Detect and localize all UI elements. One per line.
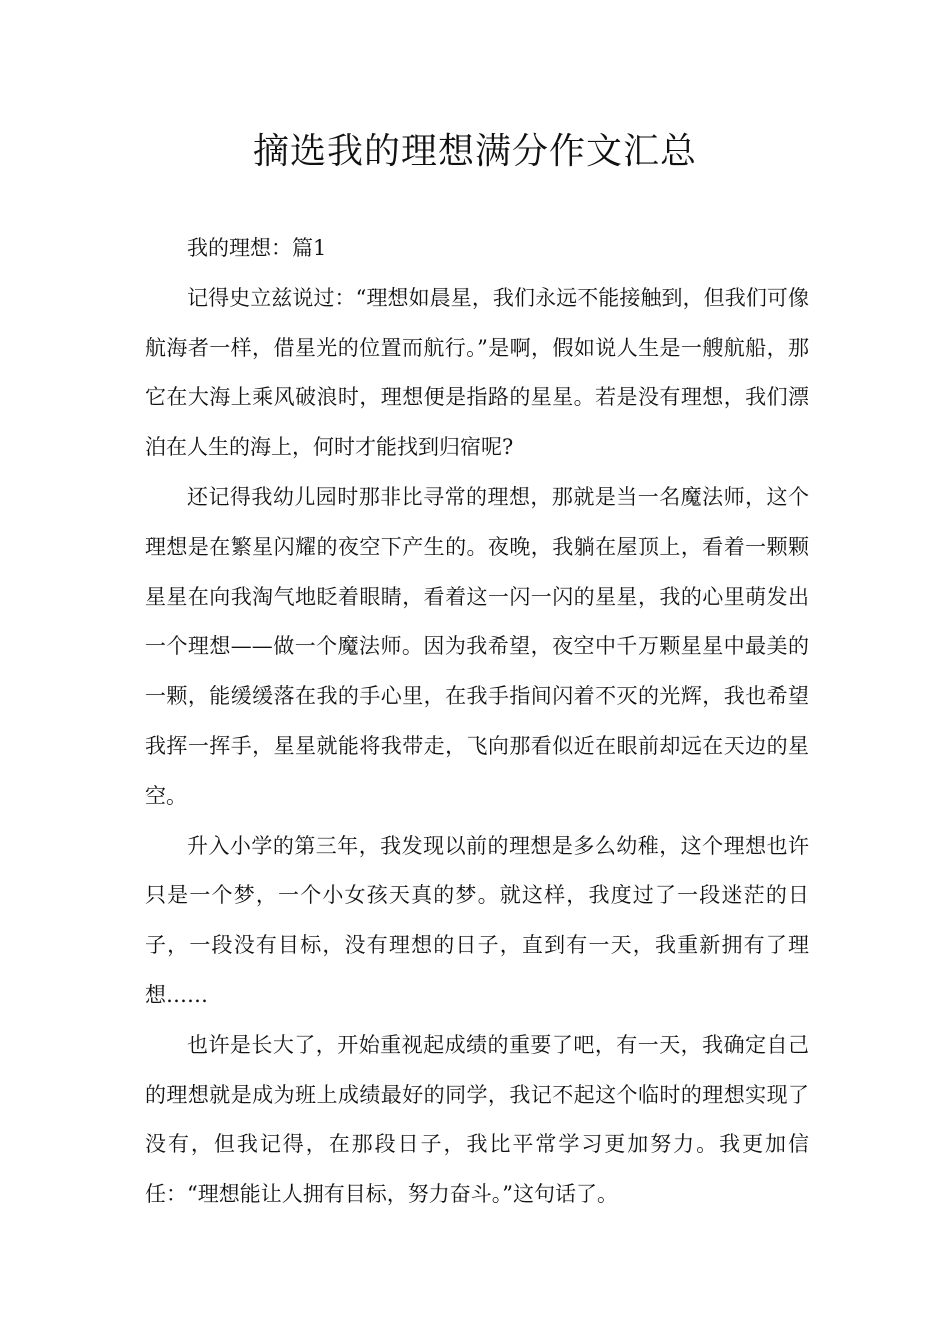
document-body — [145, 224, 809, 1220]
document-title: 摘选我的理想满分作文汇总 — [252, 131, 697, 172]
paragraph: 升入小学的第三年，我发现以前的理想是多么幼稚，这个理想也许只是一个梦，一个小女孩天真的梦。就这样，我度过了一段迷茫的日子，一段没有目标，没有理想的日子，直到有一天，我重新拥有了理想…… — [145, 833, 809, 1007]
paragraph: 还记得我幼儿园时那非比寻常的理想，那就是当一名魔法师，这个理想是在繁星闪耀的夜空下产生的。夜晚，我躺在屋顶上，看着一颗颗星星在向我淘气地眨着眼睛，看着这一闪一闪的星星，我的心里萌发出一个理想——做一个魔法师。因为我希望，夜空中千万颗星星中最美的一颗，能缓缓落在我的手心里，在我手指间闪着不灭的光辉，我也希望我挥一挥手，星星就能将我带走，飞向那看似近在眼前却远在天边的星空。 — [145, 484, 809, 808]
section-heading: 我的理想：篇1 — [187, 236, 327, 260]
paragraph: 记得史立兹说过：“理想如晨星，我们永远不能接触到，但我们可像航海者一样，借星光的位置而航行。”是啊，假如说人生是一艘航船，那它在大海上乘风破浪时，理想便是指路的星星。若是没有理想，我们漂泊在人生的海上，何时才能找到归宿呢? — [145, 285, 809, 460]
paragraph: 也许是长大了，开始重视起成绩的重要了吧，有一天，我确定自己的理想就是成为班上成绩最好的同学，我记不起这个临时的理想实现了没有，但我记得，在那段日子，我比平常学习更加努力。我更加信任：“理想能让人拥有目标，努力奋斗。”这句话了。 — [145, 1032, 809, 1207]
